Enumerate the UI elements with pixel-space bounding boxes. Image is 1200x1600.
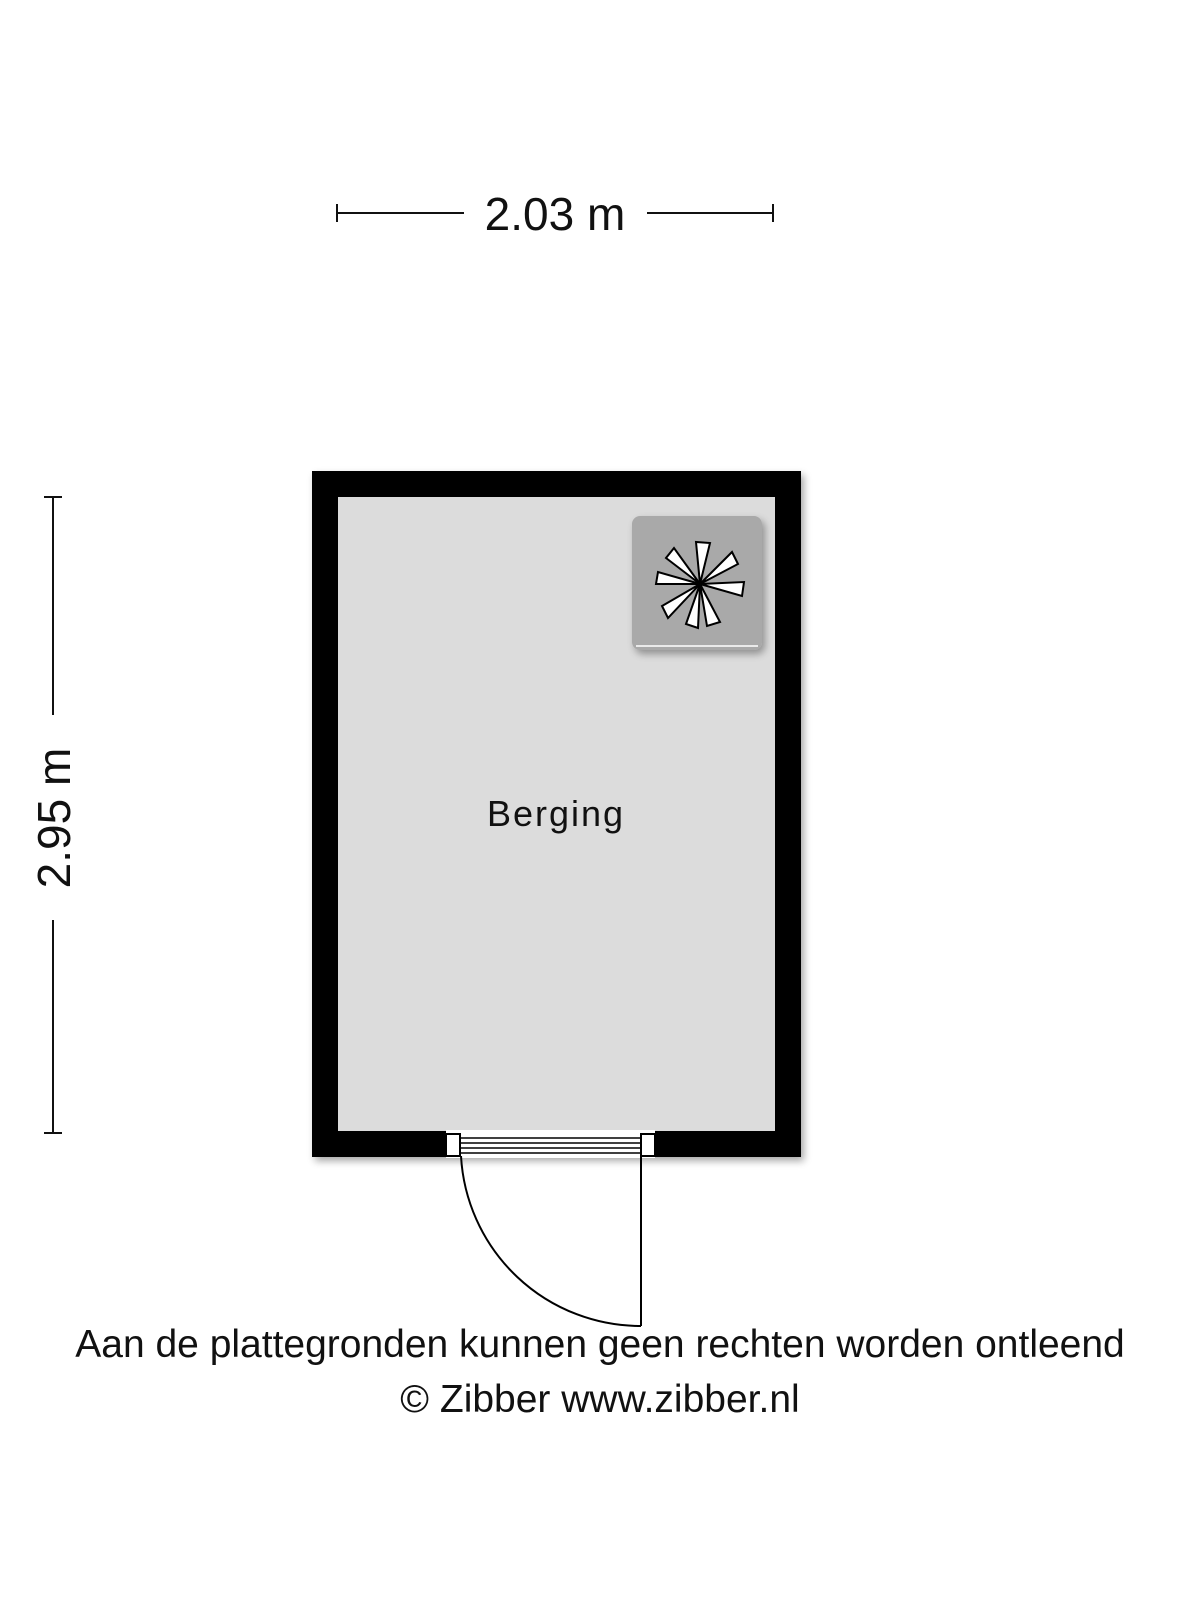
disclaimer-text: Aan de plattegronden kunnen geen rechten worden ontleend [75, 1323, 1125, 1366]
door-jamb-left [446, 1134, 460, 1156]
width-label: 2.03 m [484, 188, 626, 240]
door-jamb-right [641, 1134, 655, 1156]
door-swing-arc [461, 1156, 641, 1326]
room-label: Berging [486, 793, 626, 834]
copyright-text: © Zibber www.zibber.nl [400, 1378, 800, 1421]
height-label: 2.95 m [28, 747, 80, 889]
door [446, 1130, 655, 1326]
ventilation-unit [632, 516, 762, 650]
height-dimension [28, 497, 80, 1133]
width-dimension [337, 188, 773, 240]
